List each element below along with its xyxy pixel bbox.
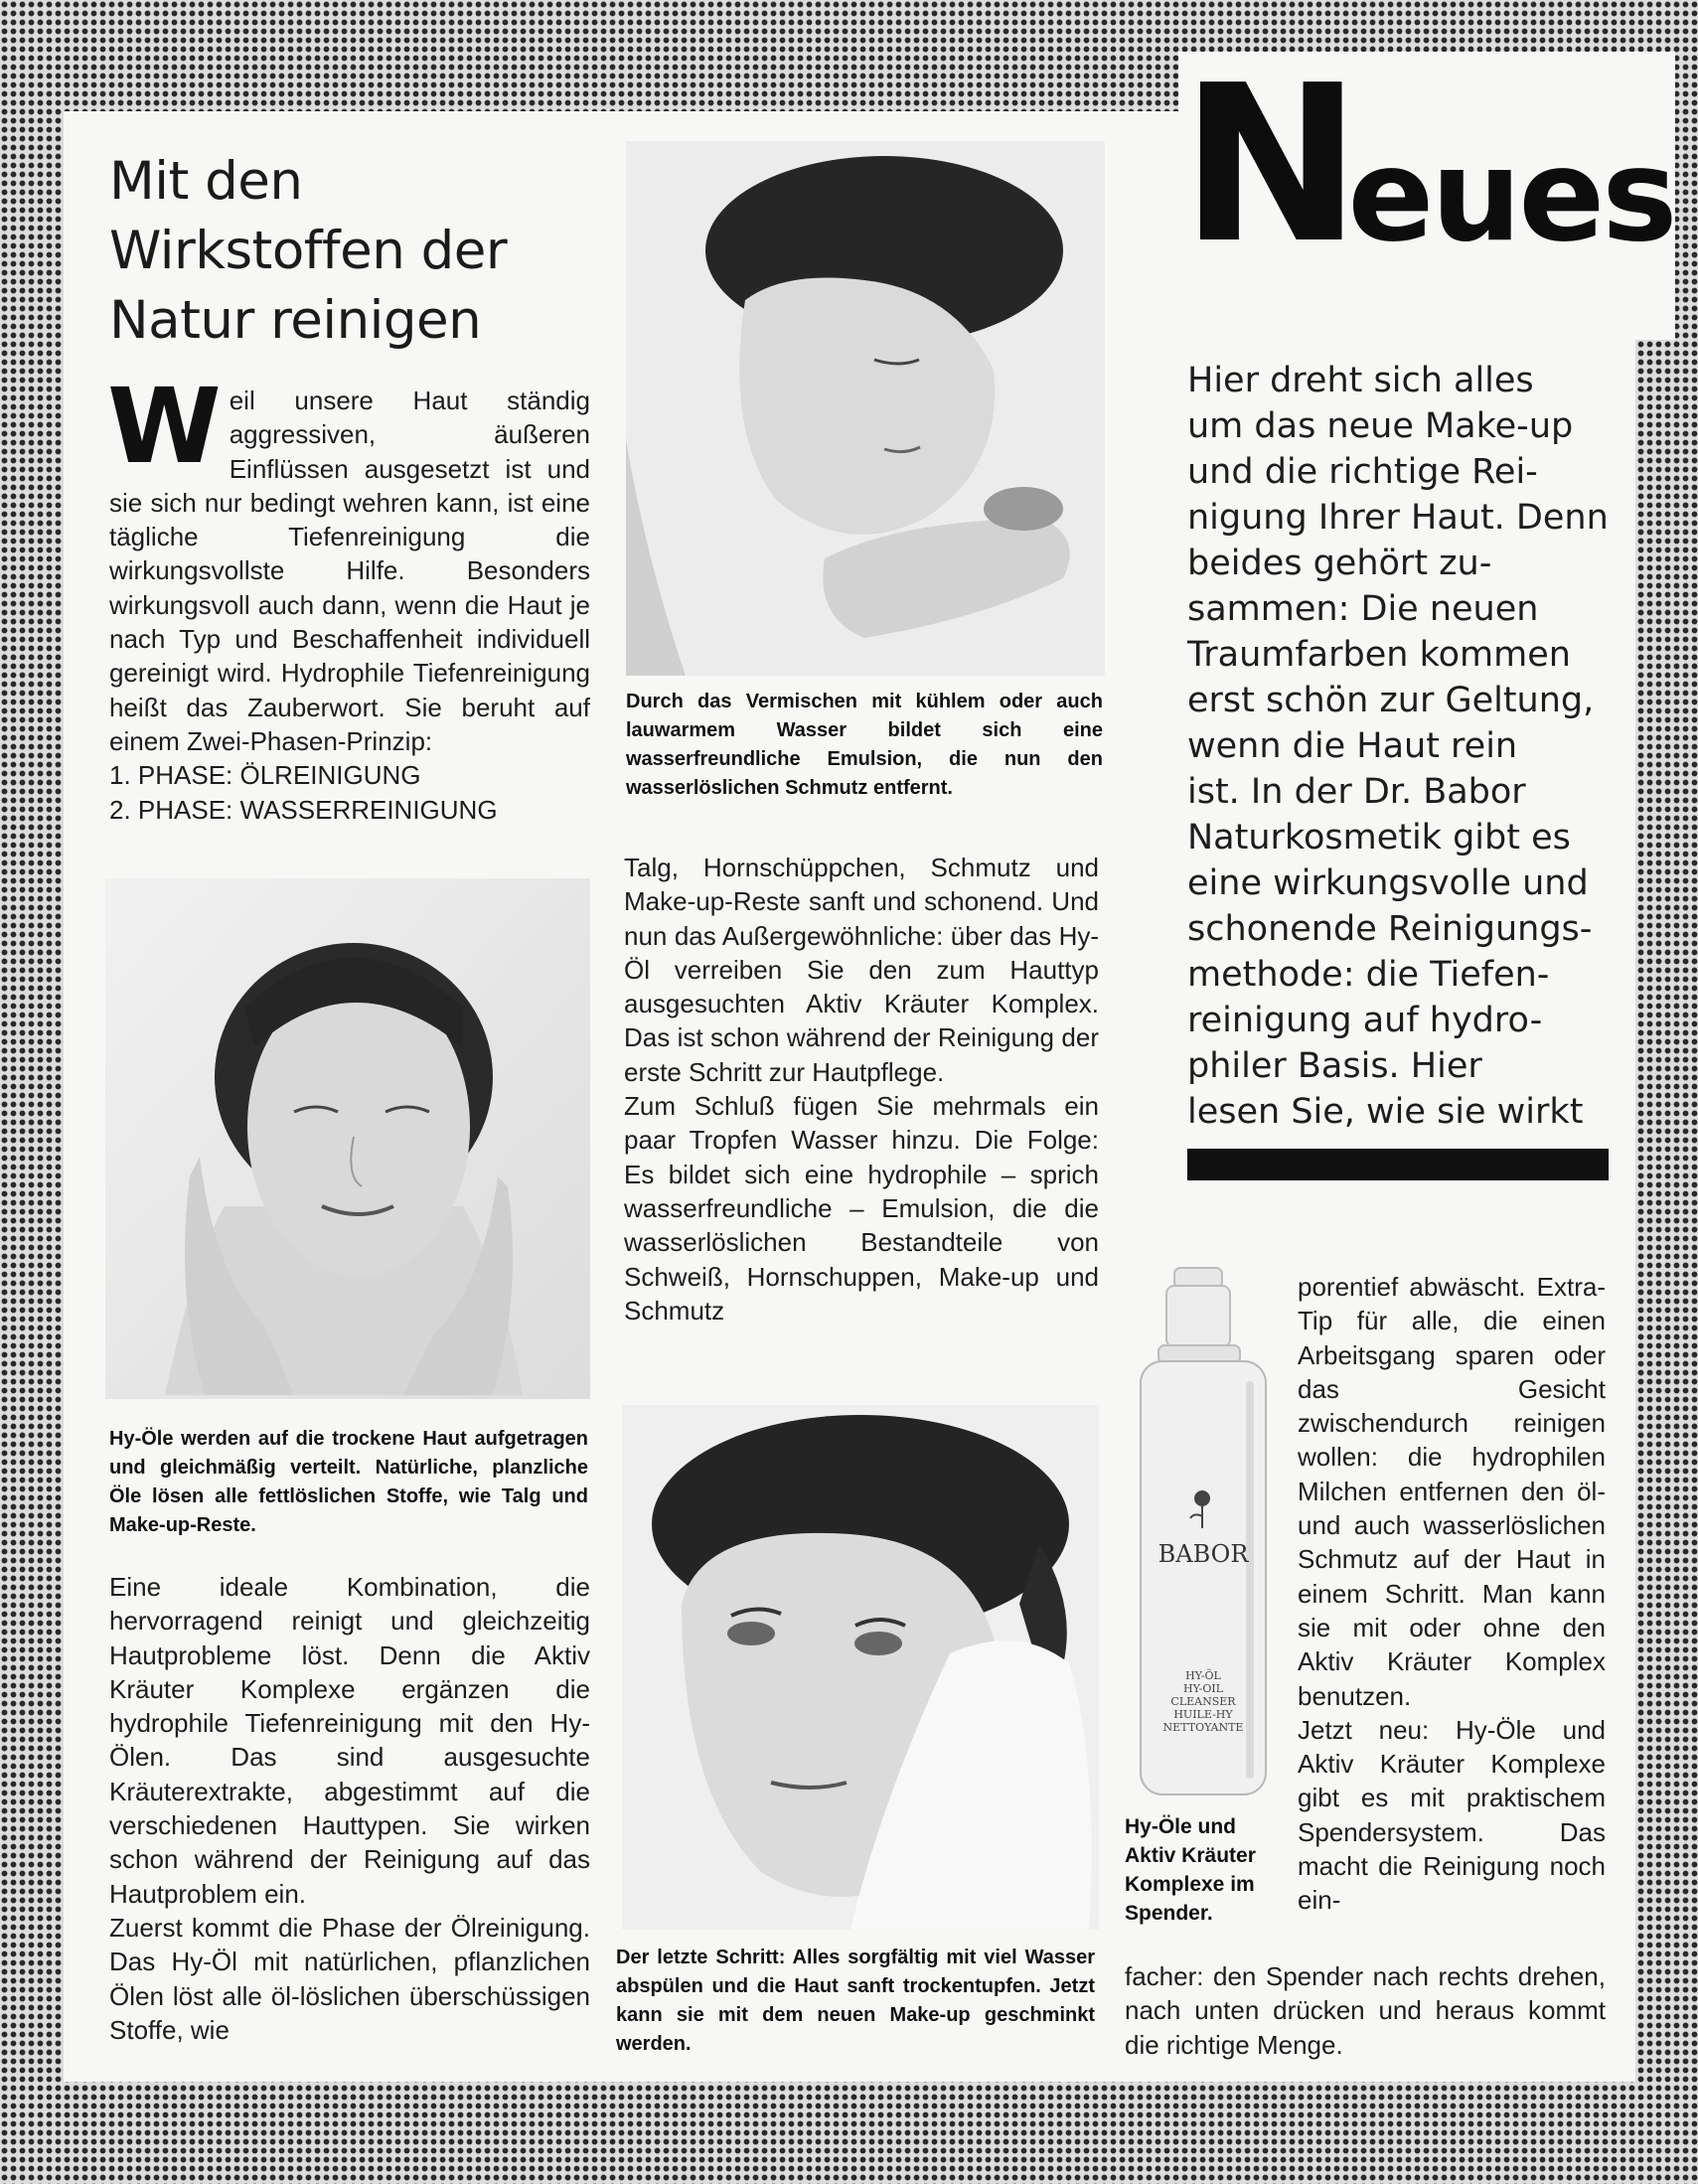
caption-vermischen: Durch das Vermischen mit kühlem oder auch lauwarmem Wasser bildet sich eine wasserfreundliche Emulsion, die nun den wasserlöslichen Schmutz entfernt.: [626, 691, 1103, 799]
intro-line: philer Basis. Hier: [1187, 1046, 1482, 1086]
intro-line: ist. In der Dr. Babor: [1187, 772, 1526, 812]
paragraph-combination: Eine ideale Kombination, die hervorragend reinigt und gleichzeitig Hautprobleme löst. Denn die Aktiv Kräuter Komplexe ergänzen die hydrophile Tiefenreinigung mit den Hy-Ölen. Das sind ausgesuchte Kräuterextrakte, abgestimmt auf die verschiedenen Hauttypen. Sie wirken schon während der Reinigung auf das Hautproblem ein.: [109, 1572, 590, 1909]
neues-first-letter: N: [1180, 40, 1348, 291]
intro-line: Traumfarben kommen: [1187, 635, 1571, 675]
intro-line: wenn die Haut rein: [1187, 726, 1518, 766]
intro-line: sammen: Die neuen: [1187, 589, 1539, 629]
phase-2: 2. PHASE: WASSERREINIGUNG: [109, 794, 498, 825]
intro-line: eine wirkungsvolle und: [1187, 863, 1589, 903]
intro-line: Naturkosmetik gibt es: [1187, 818, 1571, 858]
photo-woman-washing-face: [626, 141, 1105, 676]
intro-paragraph: eil unsere Haut ständig aggressiven, äußeren Einflüssen ausgesetzt ist und sie sich nur bedingt wehren kann, ist eine tägliche Tiefenreinigung die wirkungsvollste Hilfe. Besonders wirkungsvoll auch dann, wenn die Haut je nach Typ und Beschaffenheit individuell gereinigt wird. Hydrophile Tiefenreinigung heißt das Zauberwort. Sie beruht auf einem Zwei-Phasen-Prinzip:: [109, 386, 590, 756]
column-2-body: [624, 851, 1099, 1327]
paragraph-jetzt-neu: Jetzt neu: Hy-Öle und Aktiv Kräuter Komplexe gibt es mit praktischem Spendersystem. Das macht die Reinigung noch ein-: [1298, 1714, 1606, 1916]
intro-line: lesen Sie, wie sie wirkt: [1187, 1092, 1584, 1132]
photo-woman-applying-oil: [105, 878, 590, 1399]
headline-line-1: Mit den: [109, 151, 303, 212]
babor-bottle: [1135, 1262, 1278, 1798]
black-rule: [1187, 1149, 1609, 1180]
headline-line-3: Natur reinigen: [109, 290, 482, 351]
intro-block: [1187, 358, 1624, 1135]
intro-line: erst schön zur Geltung,: [1187, 681, 1595, 720]
paragraph-talg: Talg, Hornschüppchen, Schmutz und Make-up-Reste sanft und schonend. Und nun das Außergewöhnliche: über das Hy-Öl verreiben Sie den zum Hauttyp ausgesuchten Aktiv Kräuter Komplex. Das ist schon während der Reinigung der erste Schritt zur Hautpflege.: [624, 853, 1099, 1087]
column-3-footer: facher: den Spender nach rechts drehen, nach unten drücken und heraus kommt die richtige Menge.: [1125, 1961, 1606, 2060]
caption-letzter-schritt: Der letzte Schritt: Alles sorgfältig mit viel Wasser abspülen und die Haut sanft trockentupfen. Jetzt kann sie mit dem neuen Make-up geschminkt werden.: [616, 1947, 1095, 2055]
headline-line-2: Wirkstoffen der: [109, 221, 508, 281]
intro-line: reinigung auf hydro-: [1187, 1001, 1543, 1040]
paragraph-oelreinigung: Zuerst kommt die Phase der Ölreinigung. Das Hy-Öl mit natürlichen, pflanzlichen Ölen löst alle öl-löslichen überschüssigen Stoffe, wie: [109, 1912, 590, 2045]
headline: [109, 147, 626, 356]
photo-woman-with-towel: [622, 1405, 1099, 1930]
neues-heading: [1180, 40, 1675, 291]
intro-line: beides gehört zu-: [1187, 544, 1492, 583]
intro-line: und die richtige Rei-: [1187, 452, 1538, 492]
caption-bottle: Hy-Öle und Aktiv Kräuter Komplexe im Spender.: [1125, 1815, 1256, 1925]
paragraph-porentief: porentief abwäscht. Extra-Tip für alle, die einen Arbeitsgang sparen oder das Gesicht zwischendurch reinigen wollen: die hydrophilen Milchen entfernen den öl- und auch wasserlöslichen Schmutz auf der Haut in einem Schritt. Man kann sie mit oder ohne den Aktiv Kräuter Komplex benutzen.: [1298, 1272, 1606, 1711]
bottle-label-line: HY-ÖL: [1185, 1669, 1221, 1682]
neues-rest: eues: [1347, 122, 1675, 270]
bottle-label-line: HUILE-HY: [1173, 1708, 1233, 1721]
intro-line: nigung Ihrer Haut. Denn: [1187, 498, 1609, 538]
column-1-intro: [107, 366, 590, 827]
column-3-body: [1298, 1270, 1606, 1918]
dropcap: W: [107, 366, 222, 487]
column-1-body: [109, 1570, 590, 2047]
bottle-label-line: NETTOYANTE: [1162, 1721, 1244, 1734]
intro-line: um das neue Make-up: [1187, 406, 1574, 446]
intro-line: methode: die Tiefen-: [1187, 955, 1550, 995]
caption-hy-oele: Hy-Öle werden auf die trockene Haut aufgetragen und gleichmäßig verteilt. Natürliche, planzliche Öle lösen alle fettlöslichen Stoffe, wie Talg und Make-up-Reste.: [109, 1428, 588, 1536]
bottle-brand: BABOR: [1158, 1540, 1249, 1568]
bottle-label-line: CLEANSER: [1170, 1695, 1236, 1708]
bottle-label-line: HY-OIL: [1182, 1682, 1224, 1695]
intro-line: Hier dreht sich alles: [1187, 361, 1534, 400]
bottle-label: [1141, 1669, 1266, 1734]
phase-1: 1. PHASE: ÖLREINIGUNG: [109, 760, 421, 791]
intro-line: schonende Reinigungs-: [1187, 909, 1593, 949]
paragraph-zum-schluss: Zum Schluß fügen Sie mehrmals ein paar Tropfen Wasser hinzu. Die Folge: Es bildet sich eine hydrophile – sprich wasserfreundliche – Emulsion, die die wasserlöslichen Bestandteile von Schweiß, Hornschuppen, Make-up und Schmutz: [624, 1091, 1099, 1326]
